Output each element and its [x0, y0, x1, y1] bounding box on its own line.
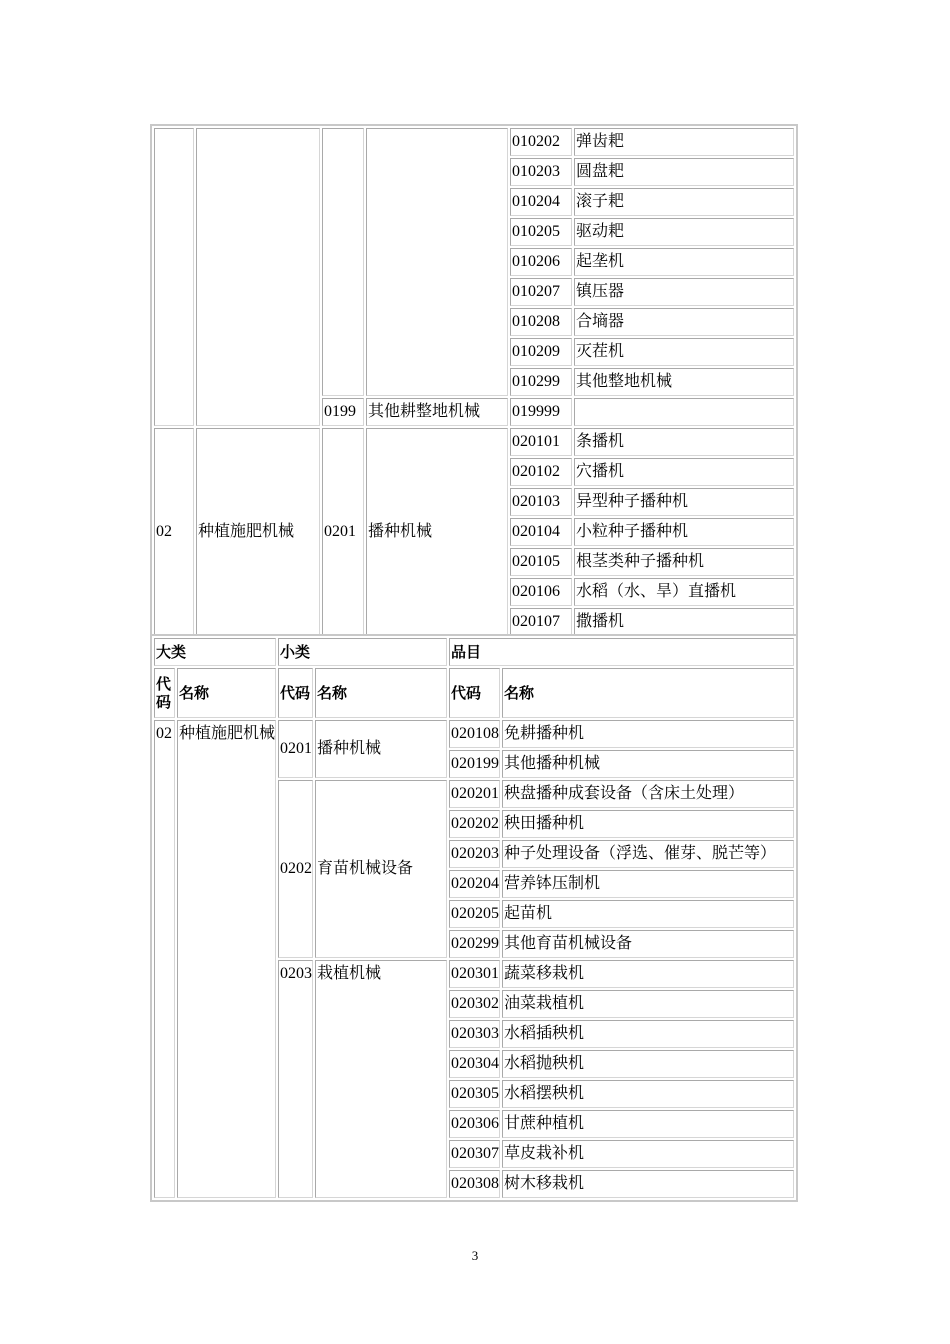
item-name-cell: 秧盘播种成套设备（含床土处理） — [502, 780, 794, 808]
item-name-cell: 弹齿耙 — [574, 128, 794, 156]
item-code-cell: 020202 — [449, 810, 500, 838]
item-code-cell: 020105 — [510, 548, 572, 576]
table-row — [154, 128, 794, 156]
sub-code-cell: 0201 — [322, 428, 364, 636]
major-code-header: 代码 — [154, 668, 175, 718]
major-code-cell: 02 — [154, 720, 175, 1198]
sub-name-cell: 播种机械 — [315, 720, 447, 778]
item-name-cell: 秧田播种机 — [502, 810, 794, 838]
major-name-cell: 种植施肥机械 — [196, 428, 320, 636]
item-code-cell: 010202 — [510, 128, 572, 156]
item-code-cell: 020299 — [449, 930, 500, 958]
item-code-cell: 010209 — [510, 338, 572, 366]
item-code-cell: 020106 — [510, 578, 572, 606]
sub-name-header: 名称 — [315, 668, 447, 718]
item-name-cell: 小粒种子播种机 — [574, 518, 794, 546]
item-code-cell: 010205 — [510, 218, 572, 246]
sub-code-cell: 0199 — [322, 398, 364, 426]
major-name-cell: 种植施肥机械 — [177, 720, 276, 1198]
item-code-cell: 010208 — [510, 308, 572, 336]
item-code-cell: 010206 — [510, 248, 572, 276]
sub-name-cell: 育苗机械设备 — [315, 780, 447, 958]
item-code-cell: 020203 — [449, 840, 500, 868]
item-code-cell: 020302 — [449, 990, 500, 1018]
item-code-cell: 020103 — [510, 488, 572, 516]
item-name-cell: 合墒器 — [574, 308, 794, 336]
item-code-cell: 020204 — [449, 870, 500, 898]
item-name-cell: 灭茬机 — [574, 338, 794, 366]
sub-code-cell: 0203 — [278, 960, 313, 1198]
item-code-cell: 020308 — [449, 1170, 500, 1198]
item-name-cell: 树木移栽机 — [502, 1170, 794, 1198]
item-code-cell: 020108 — [449, 720, 500, 748]
sub-category-header: 小类 — [278, 638, 447, 666]
sub-code-cell: 0202 — [278, 780, 313, 958]
item-code-cell: 020205 — [449, 900, 500, 928]
item-code-cell: 010203 — [510, 158, 572, 186]
item-code-cell: 020307 — [449, 1140, 500, 1168]
sub-name-cell: 播种机械 — [366, 428, 508, 636]
item-name-cell: 种子处理设备（浮选、催芽、脱芒等） — [502, 840, 794, 868]
item-code-cell: 020301 — [449, 960, 500, 988]
item-code-cell: 020199 — [449, 750, 500, 778]
item-code-cell: 020101 — [510, 428, 572, 456]
header-row-categories — [154, 638, 794, 666]
item-name-cell: 其他整地机械 — [574, 368, 794, 396]
major-code-cell: 02 — [154, 428, 194, 636]
page-number: 3 — [471, 1248, 479, 1263]
item-name-cell: 穴播机 — [574, 458, 794, 486]
item-code-cell: 020305 — [449, 1080, 500, 1108]
item-name-cell: 营养钵压制机 — [502, 870, 794, 898]
item-code-header: 代码 — [449, 668, 500, 718]
item-code-cell: 019999 — [510, 398, 572, 426]
item-name-cell: 起苗机 — [502, 900, 794, 928]
item-name-cell: 水稻（水、旱）直播机 — [574, 578, 794, 606]
item-code-cell: 020104 — [510, 518, 572, 546]
item-code-cell: 010207 — [510, 278, 572, 306]
item-name-cell: 水稻插秧机 — [502, 1020, 794, 1048]
sub-name-cell: 其他耕整地机械 — [366, 398, 508, 426]
major-code-cell — [154, 128, 194, 426]
item-name-cell: 其他播种机械 — [502, 750, 794, 778]
item-code-cell: 020107 — [510, 608, 572, 636]
header-row-fields — [154, 668, 794, 718]
item-code-cell: 020303 — [449, 1020, 500, 1048]
item-name-cell: 草皮栽补机 — [502, 1140, 794, 1168]
item-code-cell: 010204 — [510, 188, 572, 216]
item-name-cell: 免耕播种机 — [502, 720, 794, 748]
item-code-cell: 020306 — [449, 1110, 500, 1138]
classification-table — [150, 634, 798, 1202]
table-row — [154, 428, 794, 456]
sub-name-cell: 栽植机械 — [315, 960, 447, 1198]
item-name-cell: 驱动耙 — [574, 218, 794, 246]
item-name-cell: 起垄机 — [574, 248, 794, 276]
item-header: 品目 — [449, 638, 794, 666]
sub-code-cell: 0201 — [278, 720, 313, 778]
item-name-cell: 水稻摆秧机 — [502, 1080, 794, 1108]
item-name-cell: 油菜栽植机 — [502, 990, 794, 1018]
major-name-header: 名称 — [177, 668, 276, 718]
item-code-cell: 020201 — [449, 780, 500, 808]
item-name-header: 名称 — [502, 668, 794, 718]
item-name-cell: 镇压器 — [574, 278, 794, 306]
item-name-cell: 根茎类种子播种机 — [574, 548, 794, 576]
sub-code-header: 代码 — [278, 668, 313, 718]
item-code-cell: 020102 — [510, 458, 572, 486]
classification-table-continued — [150, 124, 798, 640]
item-name-cell: 滚子耙 — [574, 188, 794, 216]
item-name-cell: 其他育苗机械设备 — [502, 930, 794, 958]
item-name-cell: 撒播机 — [574, 608, 794, 636]
item-code-cell: 020304 — [449, 1050, 500, 1078]
item-name-cell: 水稻抛秧机 — [502, 1050, 794, 1078]
item-name-cell — [574, 398, 794, 426]
item-name-cell: 条播机 — [574, 428, 794, 456]
sub-code-cell — [322, 128, 364, 396]
item-code-cell: 010299 — [510, 368, 572, 396]
item-name-cell: 异型种子播种机 — [574, 488, 794, 516]
item-name-cell: 圆盘耙 — [574, 158, 794, 186]
sub-name-cell — [366, 128, 508, 396]
item-name-cell: 蔬菜移栽机 — [502, 960, 794, 988]
item-name-cell: 甘蔗种植机 — [502, 1110, 794, 1138]
table-row — [154, 720, 794, 748]
major-category-header: 大类 — [154, 638, 276, 666]
major-name-cell — [196, 128, 320, 426]
